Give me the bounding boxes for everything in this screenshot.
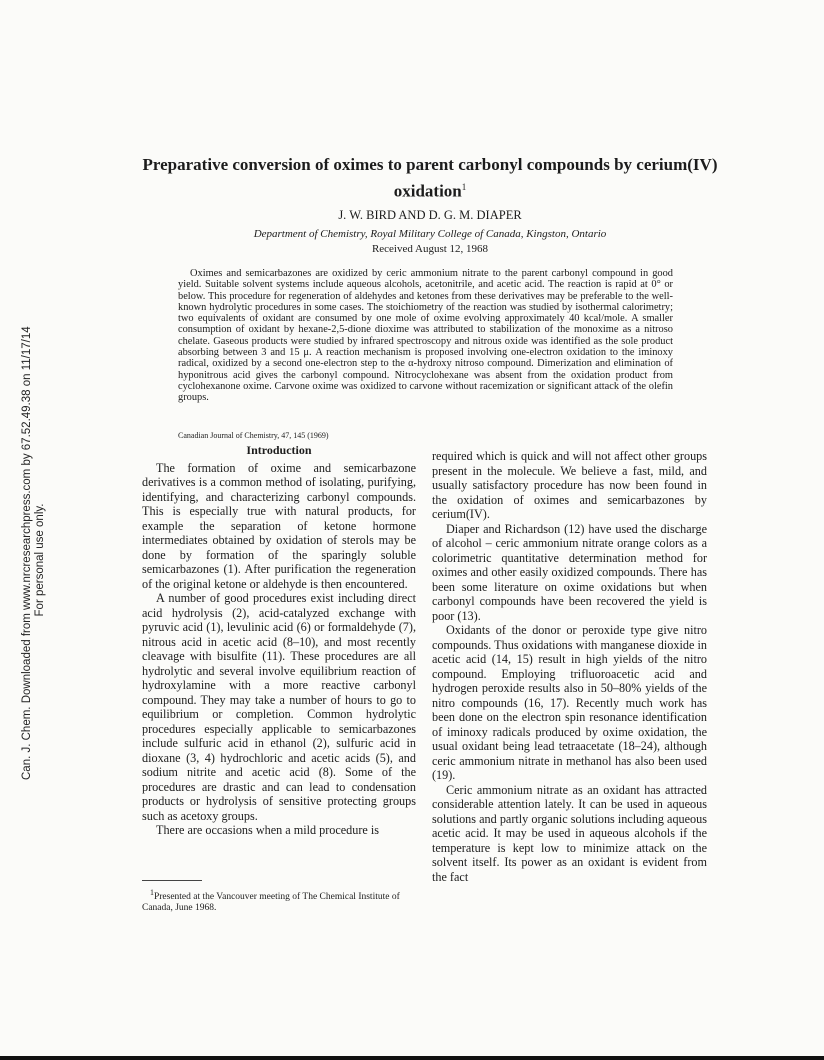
section-heading-introduction: Introduction	[246, 443, 312, 457]
download-notice	[21, 326, 47, 780]
affiliation: Department of Chemistry, Royal Military College of Canada, Kingston, Ontario	[253, 228, 607, 240]
paragraph: Oxidants of the donor or peroxide type give nitro compounds. Thus oxidations with manganese dioxide in acetic acid (14, 15) result in high yields of the nitro compound. Employing trifluoroacetic acid and hydrogen peroxide results also in 50–80% yields of the nitro compounds (16, 17). Recently much work has been done on the electron spin resonance identification of iminoxy radicals produced by oxime oxidation, the usual oxidant being lead tetraacetate (18–24), although ceric ammonium nitrate in methanol has also been used (19).	[432, 623, 707, 782]
paper-title	[120, 154, 740, 203]
footnote-rule	[142, 880, 202, 881]
column-left	[142, 443, 416, 838]
paragraph: required which is quick and will not affect other groups present in the molecule. We believe a fast, mild, and usually satisfactory procedure has now been found in the oxidation of oximes and semicarbazones by cerium(IV).	[432, 449, 707, 521]
footnote-mark: 1	[150, 888, 154, 897]
journal-citation: Canadian Journal of Chemistry, 47, 145 (1969)	[178, 431, 329, 440]
received-date: Received August 12, 1968	[371, 243, 489, 255]
column-right	[432, 449, 707, 884]
title-footnote-mark: 1	[461, 182, 467, 192]
footnote	[142, 887, 412, 914]
paper-title-text: Preparative conversion of oximes to parent carbonyl compounds by cerium(IV) oxidation	[142, 155, 718, 201]
download-notice-line1: Can. J. Chem. Downloaded from www.nrcresearchpress.com by 67.52.49.38 on 11/17/14	[21, 326, 33, 780]
paragraph: Ceric ammonium nitrate as an oxidant has attracted considerable attention lately. It can be used in aqueous solutions and partly organic solutions including aqueous acetic acid. It may be used in aqueous alcohols if the temperature is kept low to minimize attack on the solvent itself. Its power as an oxidant is evident from the fact	[432, 782, 707, 884]
authors: J. W. BIRD AND D. G. M. DIAPER	[338, 208, 522, 222]
scan-edge	[0, 1056, 824, 1060]
abstract: Oximes and semicarbazones are oxidized by ceric ammonium nitrate to the parent carbonyl compound in good yield. Suitable solvent systems include aqueous alcohols, acetonitrile, and acetic acid. The reaction is rapid at 0° or below. This procedure for regeneration of aldehydes and ketones from these derivatives may be preferable to the well-known hydrolytic procedures in some cases. The stoichiometry of the reaction was studied by isothermal calorimetry; two equivalents of oxidant are consumed by one mole of oxime evolving approximately 40 kcal/mole. A smaller consumption of oxidant by hexane-2,5-dione dioxime was attributed to stabilization of the monoxime as a nitroso chelate. Gaseous products were studied by infrared spectroscopy and nitrous oxide was identified as the sole product absorbing between 3 and 15 μ. A reaction mechanism is proposed involving one-electron oxidation to the iminoxy radical, oxidized by a second one-electron step to the α-hydroxy nitroso compound. Dimerization and elimination of hyponitrous acid gives the carbonyl compound. Nitrocyclohexane was absent from the oxidation product from cyclohexanone oxime. Carvone oxime was oxidized to carvone without racemization or significant attack of the olefin groups.	[178, 268, 673, 404]
paragraph: Diaper and Richardson (12) have used the discharge of alcohol – ceric ammonium nitrate orange colors as a colorimetric quantitative determination method for oximes and other easily oxidized compounds. There has been some literature on oxime oxidations but when carbonyl compounds have been recovered the yield is poor (13).	[432, 521, 707, 623]
download-notice-line2: For personal use only.	[34, 503, 46, 617]
paragraph: A number of good procedures exist including direct acid hydrolysis (2), acid-catalyzed exchange with pyruvic acid (1), levulinic acid (6) or formaldehyde (7), nitrous acid in acetic acid (8–10), and most recently cleavage with bisulfite (11). These procedures are all hydrolytic and several involve equilibrium reaction of hydroxylamine with a more reactive carbonyl compound. They may take a number of hours to go to equilibrium or completion. Common hydrolytic procedures especially applicable to semicarbazones include sulfuric acid in ethanol (2), sulfuric acid in dioxane (3, 4) hydrochloric and acetic acids (5), and sodium nitrite and acetic acid (8). Some of the procedures are drastic and can lead to condensation products or hydrolysis of sensitive protecting groups such as acetoxy groups.	[142, 591, 416, 823]
paragraph: The formation of oxime and semicarbazone derivatives is a common method of isolating, purifying, identifying, and characterizing carbonyl compounds. This is especially true with natural products, for example the separation of ketone hormone intermediates obtained by oxidation of sterols may be done by formation of the sparingly soluble semicarbazones (1). After purification the regeneration of the original ketone or aldehyde is then encountered.	[142, 460, 416, 591]
footnote-text: Presented at the Vancouver meeting of The Chemical Institute of Canada, June 1968.	[142, 892, 400, 914]
paragraph: There are occasions when a mild procedure is	[156, 823, 380, 837]
